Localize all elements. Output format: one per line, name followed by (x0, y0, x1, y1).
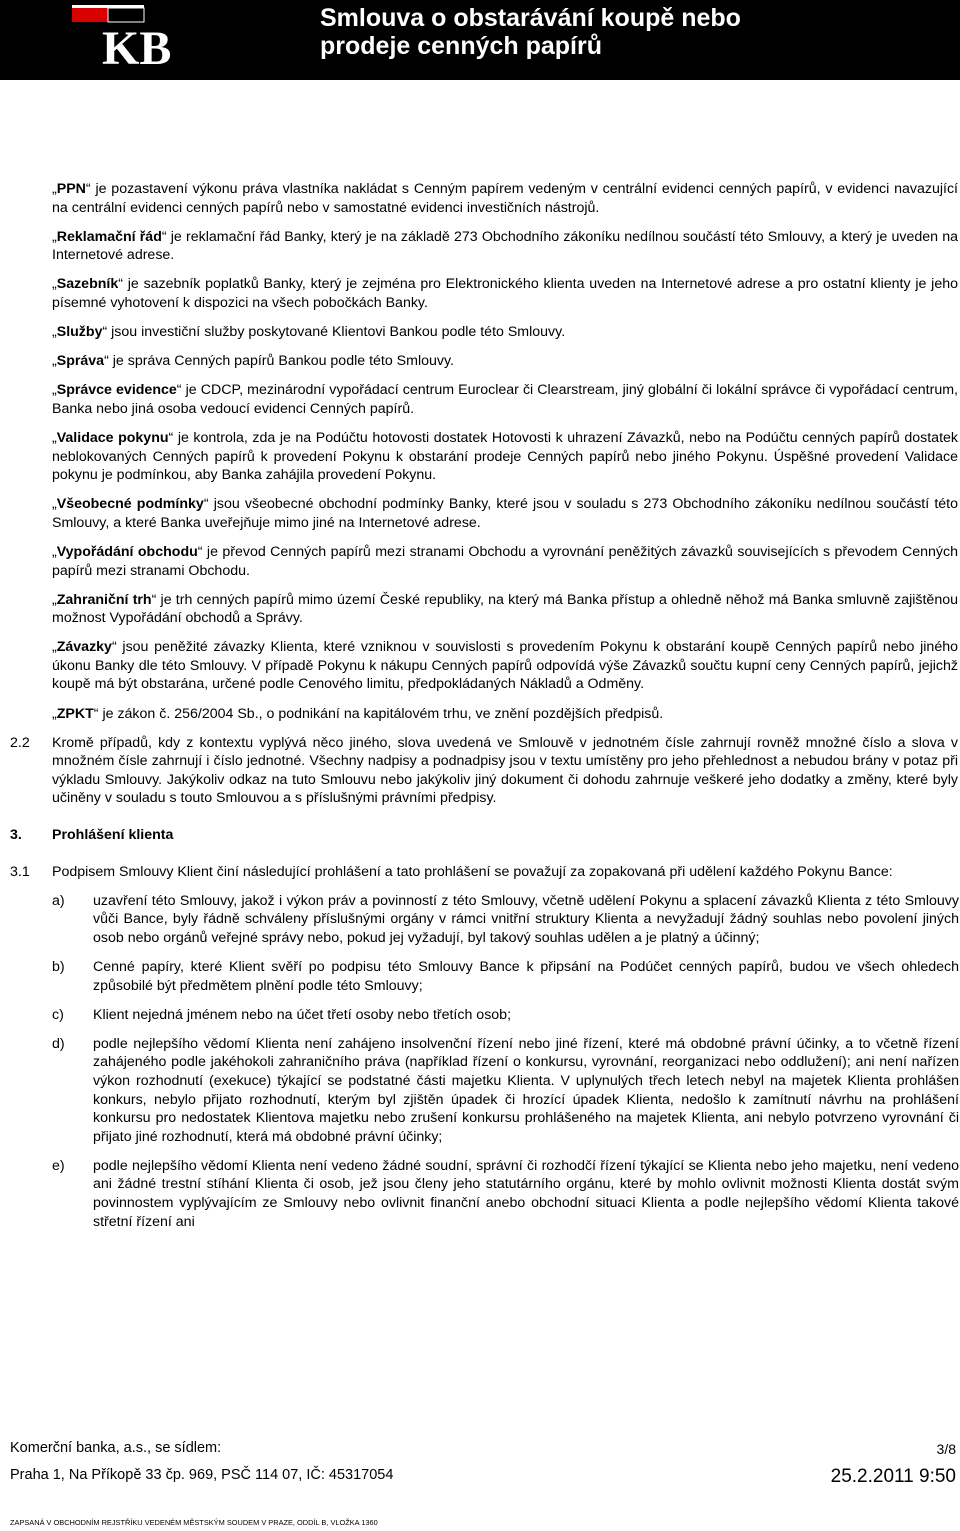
definition-item: „Správa“ je správa Cenných papírů Bankou podle této Smlouvy. (52, 353, 454, 370)
definition-term: PPN (56, 181, 86, 197)
item-text: Cenné papíry, které Klient svěří po podpisu této Smlouvy Bance k připsání na Podúčet cenných papírů, budou ve všech ohledech způsobilé být předmětem plnění podle této Smlouvy; (93, 959, 959, 994)
definition-term: Správa (56, 353, 105, 370)
definitions-list (0, 180, 960, 723)
definition-text: je správa Cenných papírů Bankou podle této Smlouvy. (108, 353, 454, 370)
definition-item: „Závazky“ jsou peněžité závazky Klienta, které vzniknou v souvislosti s provedením Pokynu k obstarání koupě Cenných papírů nebo jiného úkonu Banky dle této Smlouvy. V případě Pokynu k nákupu Cenných papírů odpovídá výše Závazků součtu kupní ceny Cenných papírů, jejichž koupě má být obstarána, určené podle Cenového limitu, předpokládaných Nákladů a Odměny. (52, 639, 958, 693)
definition-text: je pozastavení výkonu práva vlastníka nakládat s Cenným papírem vedeným v centrální evidenci cenných papírů, v evidenci navazující na centrální evidenci cenných papírů nebo v samostatné evidenci investičních nástrojů. (52, 181, 958, 216)
definition-term: Vypořádání obchodu (56, 543, 198, 560)
section-2-2 (10, 734, 958, 808)
definition-text: je zákon č. 256/2004 Sb., o podnikání na kapitálovém trhu, ve znění pozdějších předpisů. (98, 705, 664, 722)
item-text: Klient nejedná jménem nebo na účet třetí osoby nebo třetích osob; (93, 1006, 512, 1023)
section-number: 3. (10, 827, 22, 844)
definition-term: Sazebník (56, 276, 119, 293)
definition-item: „Správce evidence“ je CDCP, mezinárodní vypořádací centrum Euroclear či Clearstream, jiný globální či lokální správce či vypořádací centrum, Banka nebo jiná osoba vedoucí evidenci Cenných papírů. (52, 382, 958, 417)
declaration-item (52, 1157, 959, 1231)
document-body (0, 180, 960, 1242)
declaration-item (52, 1006, 959, 1025)
page-number: 3/8 (936, 1441, 956, 1457)
definition-item: „Validace pokynu“ je kontrola, zda je na Podúčtu hotovosti dostatek Hotovosti k uhrazení Závazků, nebo na Podúčtu cenných papírů dostatek neblokovaných Cenných papírů k provedení Pokynu k obstarání prodeje Cenných papírů nebo jiného Pokynu. Úspěšné provedení Validace pokynu je podmínkou, aby Banka zahájila provedení Pokynu. (52, 429, 958, 484)
item-letter: e) (52, 1157, 65, 1174)
definition-term: Správce evidence (56, 382, 177, 399)
svg-text:KB: KB (102, 22, 172, 72)
definition-text: je sazebník poplatků Banky, který je zejména pro Elektronického klienta uveden na Internetové adrese a pro ostatní klienty je jeho písemné vyhotovení k dispozici na všech pobočkách Banky. (52, 276, 958, 311)
definition-item: „Služby“ jsou investiční služby poskytované Klientovi Bankou podle této Smlouvy. (52, 324, 566, 341)
item-letter: a) (52, 892, 65, 909)
section-intro: Podpisem Smlouvy Klient činí následující prohlášení a tato prohlášení se považují za zopakovaná při udělení každého Pokynu Bance: (52, 863, 893, 880)
declaration-item (52, 958, 959, 995)
declaration-item (52, 892, 959, 948)
definition-term: Reklamační řád (56, 228, 162, 245)
definition-item: „Sazebník“ je sazebník poplatků Banky, který je zejména pro Elektronického klienta uveden na Internetové adrese a pro ostatní klienty je jeho písemné vyhotovení k dispozici na všech pobočkách Banky. (52, 276, 958, 311)
definition-term: Validace pokynu (56, 429, 169, 446)
definition-item: „Zahraniční trh“ je trh cenných papírů mimo území České republiky, na který má Banka přístup a ohledně něhož má Banka smluvně zajištěnou možnost Vypořádání obchodů a Správy. (52, 591, 958, 627)
definition-text: je kontrola, zda je na Podúčtu hotovosti dostatek Hotovosti k uhrazení Závazků, nebo na Podúčtu cenných papírů dostatek neblokovaných Cenných papírů k provedení Pokynu k obstarání prodeje Cenných papírů nebo jiného Pokynu. Úspěšné provedení Validace pokynu je podmínkou, aby Banka zahájila provedení Pokynu. (52, 429, 958, 484)
definition-term: ZPKT (56, 705, 94, 722)
item-text: podle nejlepšího vědomí Klienta není vedeno žádné soudní, správní či rozhodčí řízení týkající se Klienta nebo jeho majetku, není vedeno ani žádné trestní stíhání Klienta či osob, jež jsou členy jeho statutárního orgánu, které by mohlo ovlivnit možnosti Klienta dostát svým povinnostem vyplývajícím ze Smlouvy nebo ovlivnit finanční anebo obchodní situaci Klienta a podle nejlepšího vědomí Klienta takové střetní řízení ani (93, 1157, 959, 1230)
item-text: uzavření této Smlouvy, jakož i výkon práv a povinností z této Smlouvy, včetně udělení Pokynu a splacení závazků Klienta z této Smlouvy vůči Bance, byly řádně schváleny příslušnými orgány v rámci vnitřní struktury Klienta a nevyžadují žádný souhlas nebo povolení jiných osob nebo orgánů veřejné správy nebo, pokud jej vyžadují, byl takový souhlas udělen a je platný a účinný; (93, 892, 959, 946)
item-letter: c) (52, 1006, 64, 1023)
definition-term: Závazky (56, 639, 112, 656)
definition-text: je reklamační řád Banky, který je na základě 273 Obchodního zákoníku nedílnou součástí této Smlouvy, a který je uveden na Internetové adrese. (52, 228, 958, 264)
definition-term: Všeobecné podmínky (56, 496, 204, 513)
definition-text: je převod Cenných papírů mezi stranami Obchodu a vyrovnání peněžitých závazků souvisejících s převodem Cenných papírů mezi stranami Obchodu. (52, 543, 958, 579)
footer-registry: ZAPSANÁ V OBCHODNÍM REJSTŘÍKU VEDENÉM MĚSTSKÝM SOUDEM V PRAZE, ODDÍL B, VLOŽKA 1360 (10, 1518, 378, 1527)
definition-term: Zahraniční trh (56, 591, 152, 608)
section-number: 3.1 (10, 863, 30, 880)
footer-company: Komerční banka, a.s., se sídlem: (10, 1440, 222, 1456)
item-text: podle nejlepšího vědomí Klienta není zahájeno insolvenční řízení nebo jiné řízení, které má obdobné právní účinky, a to včetně řízení zahájeného podle jakéhokoli zahraničního práva (například řízení o konkursu, vyrovnání, reorganizaci nebo oddlužení); ani není nařízen výkon rozhodnutí (exekuce) týkající se podstatné části majetku Klienta. V uplynulých třech letech nebyl na majetek Klienta prohlášen konkurs, nebylo přijato rozhodnutí, kterým byl zjištěn úpadek či hrozící úpadek Klienta, nedošlo k zamítnutí návrhu na prohlášení konkursu pro nedostatek Klientova majetku nebo zrušení konkursu prohlášeného na majetek Klienta, ani nebylo potvrzeno vyrovnání či přijato jiné rozhodnutí, která má obdobné právní účinky; (93, 1035, 959, 1145)
declaration-item (52, 1035, 959, 1147)
item-letter: b) (52, 959, 65, 975)
definition-item: „PPN“ je pozastavení výkonu práva vlastníka nakládat s Cenným papírem vedeným v centrální evidenci cenných papírů, v evidenci navazující na centrální evidenci cenných papírů nebo v samostatné evidenci investičních nástrojů. (52, 181, 958, 216)
kb-logo-icon (42, 2, 252, 72)
definition-text: jsou investiční služby poskytované Klientovi Bankou podle této Smlouvy. (107, 324, 566, 341)
document-title (320, 4, 950, 60)
page-footer (0, 1440, 960, 1531)
definition-text: je trh cenných papírů mimo území České republiky, na který má Banka přístup a ohledně něhož má Banka smluvně zajištěnou možnost Vypořádání obchodů a Správy. (52, 591, 958, 627)
page-header (0, 0, 960, 80)
section-text: Kromě případů, kdy z kontextu vyplývá něco jiného, slova uvedená ve Smlouvě v jednotném čísle zahrnují rovněž množné číslo a slova v množném čísle zahrnují i číslo jednotné. Všechny nadpisy a podnadpisy jsou v textu umístěny pro jeho přehlednost a nebudou brány v potaz při výkladu Smlouvy. Jakýkoliv odkaz na tuto Smlouvu nebo jakýkoliv jiný dokument či dohodu zahrnuje veškeré jeho dodatky a změny, které byly učiněny v souladu s touto Smlouvou a s příslušnými právními předpisy. (52, 734, 958, 807)
section-number: 2.2 (10, 734, 30, 751)
document-title-line-2: prodeje cenných papírů (320, 32, 603, 60)
section-3-1 (10, 863, 958, 882)
definition-text: jsou peněžité závazky Klienta, které vzniknou v souvislosti s provedením Pokynu k obstarání koupě Cenných papírů nebo jiného úkonu Banky dle této Smlouvy. V případě Pokynu k nákupu Cenných papírů odpovídá výše Závazků součtu kupní ceny Cenných papírů, jejichž koupě má být obstarána, určené podle Cenového limitu, předpokládaných Nákladů a Odměny. (52, 639, 958, 693)
definition-term: Služby (56, 324, 103, 341)
section-title: Prohlášení klienta (52, 827, 174, 844)
declaration-list (0, 892, 960, 1232)
definition-item: „ZPKT“ je zákon č. 256/2004 Sb., o podnikání na kapitálovém trhu, ve znění pozdějších předpisů. (52, 705, 664, 722)
definition-text: je CDCP, mezinárodní vypořádací centrum Euroclear či Clearstream, jiný globální či lokální správce či vypořádací centrum, Banka nebo jiná osoba vedoucí evidenci Cenných papírů. (52, 382, 958, 417)
footer-address: Praha 1, Na Příkopě 33 čp. 969, PSČ 114 07, IČ: 45317054 (10, 1467, 394, 1483)
document-title-line-1: Smlouva o obstarávání koupě nebo (320, 4, 741, 32)
definition-item: „Všeobecné podmínky“ jsou všeobecné obchodní podmínky Banky, které jsou v souladu s 273 Obchodního zákoníku nedílnou součástí této Smlouvy, a které Banka uveřejňuje mimo jiné na Internetové adrese. (52, 496, 959, 531)
definition-text: jsou všeobecné obchodní podmínky Banky, které jsou v souladu s 273 Obchodního zákoníku nedílnou součástí této Smlouvy, a které Banka uveřejňuje mimo jiné na Internetové adrese. (52, 496, 959, 531)
definition-item: „Vypořádání obchodu“ je převod Cenných papírů mezi stranami Obchodu a vyrovnání peněžitých závazků souvisejících s převodem Cenných papírů mezi stranami Obchodu. (52, 543, 958, 579)
section-3-heading (10, 826, 960, 845)
definition-item: „Reklamační řád“ je reklamační řád Banky, který je na základě 273 Obchodního zákoníku nedílnou součástí této Smlouvy, a který je uveden na Internetové adrese. (52, 228, 958, 264)
item-letter: d) (52, 1035, 65, 1052)
print-timestamp: 25.2.2011 9:50 (830, 1466, 956, 1487)
